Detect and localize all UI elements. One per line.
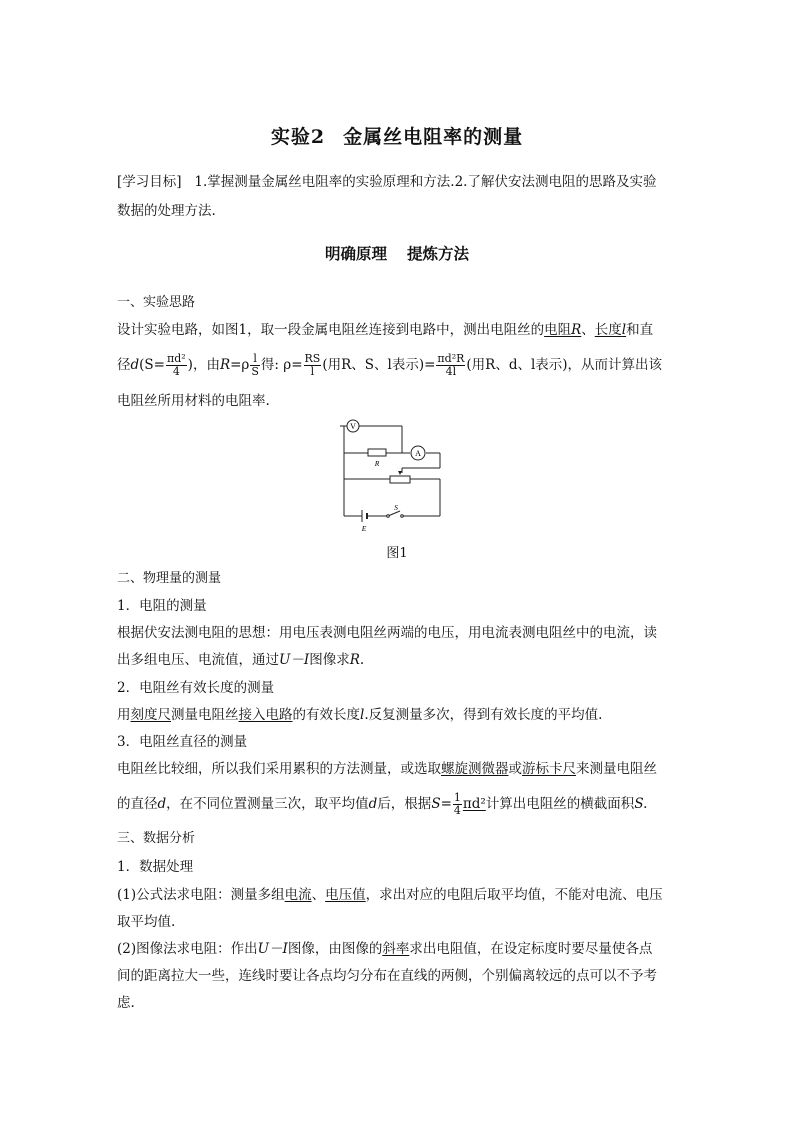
section2-sub3-line1 bbox=[117, 758, 677, 780]
frac-num: l bbox=[250, 353, 260, 366]
section2-sub1: 1．电阻的测量 bbox=[117, 598, 207, 614]
frac-den: l bbox=[310, 365, 315, 378]
text: 的有效长度 bbox=[292, 707, 360, 723]
section2-sub1-body bbox=[117, 622, 677, 671]
underlined-term: 斜率 bbox=[382, 941, 410, 957]
frac-num: 1 bbox=[453, 791, 461, 804]
section3-p1 bbox=[117, 884, 677, 933]
heading-part2: 提炼方法 bbox=[407, 244, 470, 263]
text: 、 bbox=[581, 322, 595, 338]
text: 求出电阻值，在设定标度时要尽量使各点 bbox=[409, 941, 653, 957]
var-d: d bbox=[368, 796, 378, 812]
text: 后，根据 bbox=[377, 796, 432, 812]
text: 出多组电压、电流值，通过 bbox=[117, 652, 279, 668]
fraction-quarter bbox=[453, 792, 462, 817]
section1-line1 bbox=[117, 319, 677, 341]
text: 计算出电阻丝的横截面积 bbox=[485, 796, 635, 812]
text: 或 bbox=[508, 761, 522, 777]
text: 来测量电阻丝 bbox=[576, 761, 657, 777]
frac-den: 4 bbox=[453, 804, 461, 817]
text: (用R、d、l表示)，从而计算出该 bbox=[466, 357, 663, 373]
switch-label: S bbox=[394, 503, 398, 512]
page-title bbox=[0, 122, 794, 149]
text: (1)公式法求电阻：测量多组 bbox=[117, 887, 285, 903]
frac-den: 4 bbox=[172, 365, 180, 378]
section3-p2 bbox=[117, 938, 677, 1014]
rheostat-slider bbox=[398, 471, 402, 475]
objectives-line2: 数据的处理方法. bbox=[117, 203, 216, 219]
fraction-area bbox=[166, 353, 187, 378]
var-S: S. bbox=[634, 796, 648, 812]
text: 图像求 bbox=[309, 652, 350, 668]
var-R: R bbox=[571, 322, 582, 338]
underlined-term: 接入电路 bbox=[238, 707, 293, 723]
section2-title: 二、物理量的测量 bbox=[117, 571, 222, 586]
fraction-RS-over-l bbox=[304, 353, 322, 378]
text: 测量电阻丝 bbox=[171, 707, 239, 723]
var-S: S bbox=[431, 796, 441, 812]
var-UI: U－I bbox=[257, 941, 288, 957]
section2-sub3: 3．电阻丝直径的测量 bbox=[117, 734, 248, 750]
text: =ρ bbox=[230, 357, 250, 373]
section3-sub1: 1．数据处理 bbox=[117, 859, 194, 875]
text: 和直 bbox=[626, 322, 654, 338]
emf-label: E bbox=[361, 524, 367, 533]
figure-caption: 图1 bbox=[386, 546, 408, 561]
text: 取平均值. bbox=[117, 914, 176, 930]
text: = bbox=[440, 796, 452, 812]
section2-sub3-line2 bbox=[117, 788, 677, 820]
var-d: d bbox=[130, 357, 140, 373]
text: 用 bbox=[117, 707, 131, 723]
text: (2)图像法求电阻：作出 bbox=[117, 941, 258, 957]
var-R: R. bbox=[349, 652, 365, 668]
underlined-term: πd² bbox=[462, 796, 486, 812]
section3-title: 三、数据分析 bbox=[117, 831, 196, 846]
title-part1: 实验2 bbox=[270, 126, 326, 148]
resistor-symbol bbox=[368, 449, 386, 456]
text: 图像，由图像的 bbox=[287, 941, 383, 957]
text: )，由 bbox=[187, 357, 220, 373]
underlined-term: 螺旋测微器 bbox=[441, 761, 509, 777]
text: .反复测量多次，得到有效长度的平均值. bbox=[364, 707, 603, 723]
text: 、 bbox=[311, 887, 326, 903]
underlined-term: 电压值 bbox=[325, 887, 366, 903]
text: 电阻 bbox=[544, 322, 572, 338]
frac-num: πd² bbox=[166, 352, 186, 365]
section1-line3: 电阻丝所用材料的电阻率. bbox=[117, 393, 270, 409]
text: 电阻丝比较细，所以我们采用累积的方法测量，或选取 bbox=[117, 761, 441, 777]
underlined-term: 刻度尺 bbox=[130, 707, 171, 723]
text: 间的距离拉大一些，连线时要让各点均匀分布在直线的两侧，个别偏离较远的点可以不予考 bbox=[117, 968, 657, 984]
text: 径 bbox=[117, 357, 131, 373]
section2-sub2-body bbox=[117, 704, 677, 726]
frac-den: S bbox=[251, 365, 259, 378]
resistor-label: R bbox=[374, 459, 380, 468]
ammeter-label: A bbox=[415, 449, 421, 458]
text: 长度 bbox=[594, 322, 622, 338]
frac-num: πd²R bbox=[437, 352, 465, 365]
var-l: l bbox=[360, 707, 365, 723]
section-heading bbox=[0, 242, 794, 264]
var-d: d bbox=[157, 796, 167, 812]
title-part2: 金属丝电阻率的测量 bbox=[343, 126, 524, 148]
voltmeter-label: V bbox=[350, 422, 356, 431]
text: (S= bbox=[139, 357, 165, 373]
learning-objectives bbox=[117, 171, 677, 222]
var-UI: U－I bbox=[279, 652, 310, 668]
text: 得: ρ= bbox=[260, 357, 303, 373]
underlined-term: 电流 bbox=[284, 887, 312, 903]
frac-num: RS bbox=[304, 352, 321, 365]
objectives-label: [学习目标] bbox=[117, 174, 182, 190]
section2-sub2: 2．电阻丝有效长度的测量 bbox=[117, 680, 275, 696]
text: (用R、S、l表示)= bbox=[322, 357, 436, 373]
text: ，求出对应的电阻后取平均值，不能对电流、电压 bbox=[365, 887, 663, 903]
var-l: l bbox=[621, 322, 627, 338]
text: 根据伏安法测电阻的思想：用电压表测电阻丝两端的电压，用电流表测电阻丝中的电流，读 bbox=[117, 625, 657, 641]
heading-part1: 明确原理 bbox=[324, 244, 387, 263]
text: ，在不同位置测量三次，取平均值 bbox=[166, 796, 369, 812]
section1-title: 一、实验思路 bbox=[117, 295, 196, 310]
text: 虑. bbox=[117, 995, 135, 1011]
objectives-line1: 1.掌握测量金属丝电阻率的实验原理和方法.2.了解伏安法测电阻的思路及实验 bbox=[194, 174, 657, 190]
switch-pivot bbox=[387, 515, 390, 518]
underlined-term: 游标卡尺 bbox=[522, 761, 576, 777]
rheostat-symbol bbox=[390, 476, 410, 483]
switch-contact bbox=[401, 515, 404, 518]
section1-line2 bbox=[117, 349, 677, 381]
frac-den: 4l bbox=[445, 365, 457, 378]
fraction-rho bbox=[436, 353, 465, 378]
circuit-diagram bbox=[340, 418, 450, 533]
var-R: R bbox=[219, 357, 231, 373]
text: 的直径 bbox=[117, 796, 158, 812]
text: 设计实验电路，如图1，取一段金属电阻丝连接到电路中，测出电阻丝的 bbox=[117, 322, 545, 338]
fraction-l-over-S bbox=[250, 353, 260, 378]
